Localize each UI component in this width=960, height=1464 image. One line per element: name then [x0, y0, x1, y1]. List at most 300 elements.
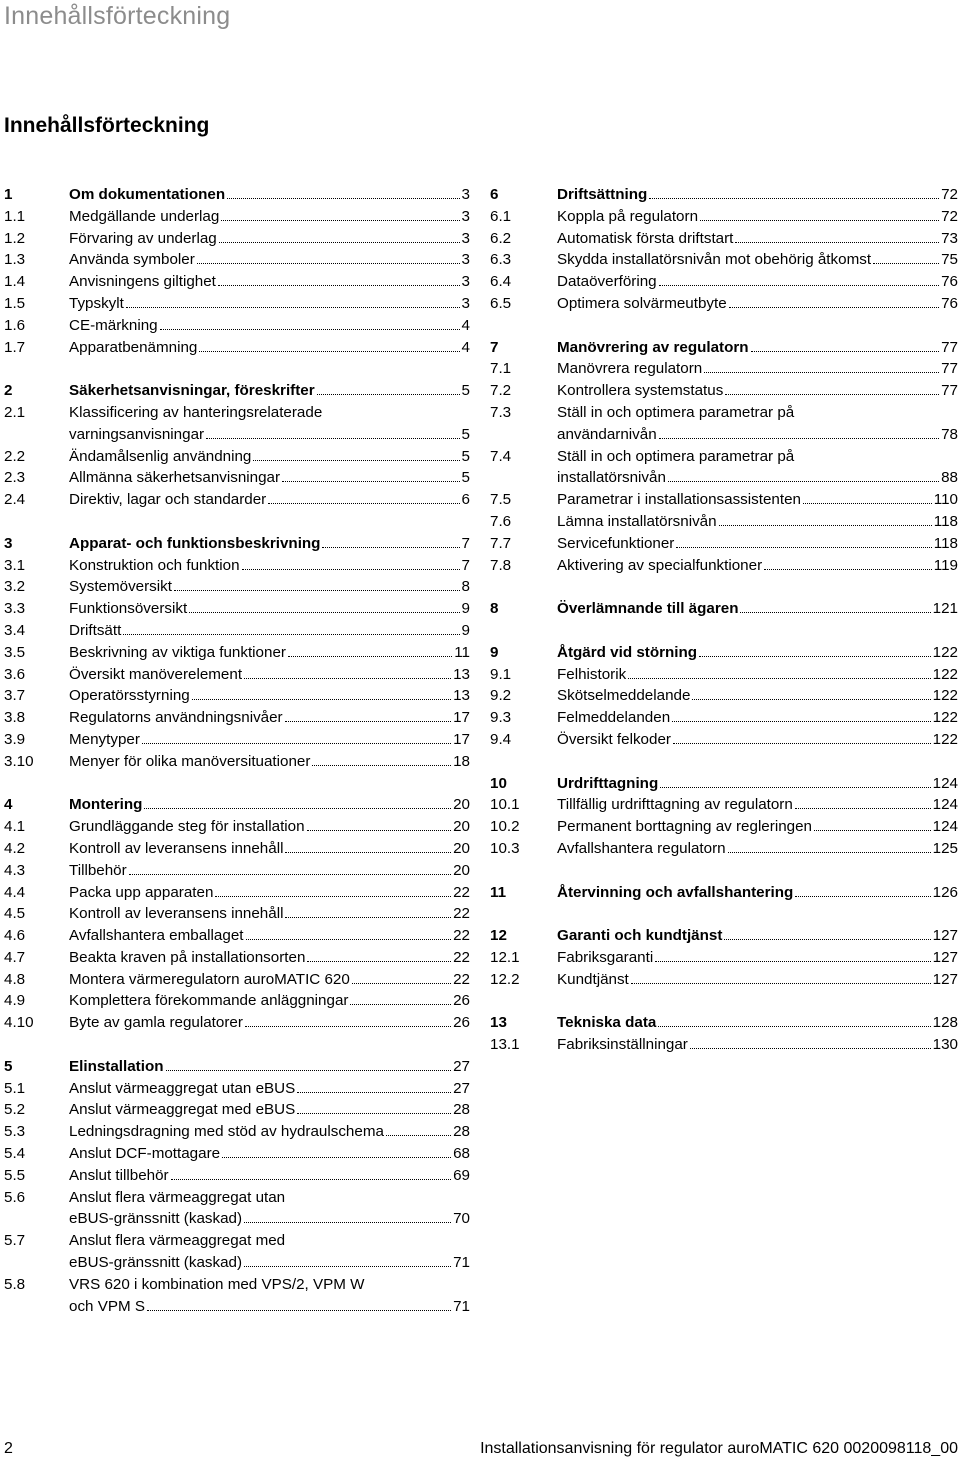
toc-chapter-entry[interactable]	[490, 598, 958, 620]
toc-entry-title: Felmeddelanden	[557, 709, 671, 727]
toc-entry[interactable]	[4, 620, 470, 642]
toc-entry[interactable]	[490, 533, 958, 555]
toc-entry-page: 18	[453, 752, 470, 770]
toc-entry-page: 128	[932, 1014, 958, 1032]
toc-entry-page: 7	[461, 534, 470, 552]
toc-entry-title: Anslut flera värmeaggregat med	[69, 1232, 286, 1250]
toc-entry-number: 6.5	[490, 294, 512, 312]
toc-entry-number: 9.4	[490, 730, 512, 748]
toc-entry-title: Menytyper	[69, 730, 140, 748]
dot-leader	[751, 350, 940, 352]
toc-entry[interactable]	[4, 228, 470, 250]
dot-leader	[197, 262, 460, 264]
dot-leader	[317, 393, 460, 395]
toc-entry-title: Åtgärd vid störning	[557, 643, 698, 661]
toc-entry-page: 119	[933, 556, 958, 574]
toc-entry[interactable]	[4, 489, 470, 511]
toc-entry-title: eBUS-gränssnitt (kaskad)	[69, 1254, 243, 1272]
toc-entry-page: 76	[941, 294, 958, 312]
toc-entry-title: Allmänna säkerhetsanvisningar	[69, 469, 281, 487]
toc-entry[interactable]	[4, 1143, 470, 1165]
toc-entry[interactable]	[4, 1230, 470, 1252]
toc-entry-number: 5.2	[4, 1101, 26, 1119]
toc-entry[interactable]	[4, 576, 470, 598]
toc-entry-title: Anslut tillbehör	[69, 1166, 169, 1184]
dot-leader	[297, 1091, 451, 1093]
toc-entry[interactable]	[4, 882, 470, 904]
toc-entry-number: 5.7	[4, 1232, 26, 1250]
toc-entry-number: 9	[490, 643, 499, 661]
dot-leader	[814, 829, 931, 831]
toc-entry-number: 4.9	[4, 992, 26, 1010]
toc-entry-title: Regulatorns användningsnivåer	[69, 709, 283, 727]
toc-entry[interactable]	[490, 838, 958, 860]
toc-entry-page: 125	[932, 839, 958, 857]
toc-entry-number: 2.4	[4, 491, 26, 509]
toc-entry[interactable]	[490, 249, 958, 271]
toc-chapter-entry[interactable]	[490, 337, 958, 359]
toc-column-right	[490, 184, 958, 1056]
toc-entry[interactable]	[490, 664, 958, 686]
toc-entry-title: Driftsätt	[69, 621, 122, 639]
dot-leader	[724, 938, 930, 940]
toc-entry-page: 71	[453, 1254, 470, 1272]
toc-entry-title: Optimera solvärmeutbyte	[557, 294, 727, 312]
dot-leader	[218, 284, 460, 286]
dot-leader	[729, 306, 939, 308]
toc-entry-number: 9.2	[490, 687, 512, 705]
toc-entry-title: installatörsnivån	[557, 469, 666, 487]
toc-entry[interactable]	[4, 598, 470, 620]
toc-entry-number: 5.1	[4, 1079, 26, 1097]
toc-column-left	[4, 184, 470, 1317]
toc-entry[interactable]	[490, 446, 958, 468]
toc-entry-page: 88	[941, 469, 958, 487]
toc-entry-number: 4.6	[4, 927, 26, 945]
toc-entry-title: Fabriksinställningar	[557, 1036, 688, 1054]
toc-entry[interactable]	[490, 729, 958, 751]
toc-entry-number: 8	[490, 600, 499, 618]
toc-entry-title: Skydda installatörsnivån mot obehörig åtkomst	[557, 251, 872, 269]
toc-chapter-entry[interactable]	[490, 882, 958, 904]
dot-leader	[147, 1309, 451, 1311]
toc-entry[interactable]	[4, 838, 470, 860]
toc-entry-page: 122	[932, 643, 958, 661]
dot-leader	[244, 1265, 451, 1267]
dot-leader	[735, 241, 939, 243]
toc-entry-number: 7.6	[490, 512, 512, 530]
toc-chapter-entry[interactable]	[490, 925, 958, 947]
toc-entry-number: 7.1	[490, 360, 512, 378]
toc-entry-title: Packa upp apparaten	[69, 883, 214, 901]
toc-entry[interactable]	[4, 315, 470, 337]
dot-leader	[350, 1003, 451, 1005]
toc-entry[interactable]	[4, 1296, 470, 1318]
toc-entry-page: 77	[941, 338, 958, 356]
toc-entry-title: Anslut värmeaggregat med eBUS	[69, 1101, 296, 1119]
dot-leader	[297, 1112, 451, 1114]
toc-entry-number: 3.6	[4, 665, 26, 683]
toc-entry-page: 110	[933, 491, 958, 509]
dot-leader	[699, 655, 931, 657]
toc-entry[interactable]	[4, 402, 470, 424]
toc-chapter-entry[interactable]	[4, 533, 470, 555]
dot-leader	[166, 1069, 452, 1071]
toc-entry[interactable]	[4, 990, 470, 1012]
dot-leader	[628, 677, 930, 679]
dot-leader	[253, 459, 459, 461]
dot-leader	[719, 524, 932, 526]
toc-entry-page: 78	[941, 425, 958, 443]
toc-entry-title: varningsanvisningar	[69, 425, 205, 443]
toc-entry-page: 73	[941, 229, 958, 247]
toc-entry-page: 75	[941, 251, 958, 269]
dot-leader	[795, 895, 930, 897]
toc-entry[interactable]	[4, 1078, 470, 1100]
dot-leader	[285, 720, 451, 722]
dot-leader	[221, 219, 459, 221]
toc-entry-page: 122	[932, 730, 958, 748]
toc-entry-number: 6.2	[490, 229, 512, 247]
toc-entry-title: Urdrifttagning	[557, 774, 659, 792]
toc-entry-title: Manövrering av regulatorn	[557, 338, 749, 356]
toc-entry-page: 122	[932, 665, 958, 683]
dot-leader	[659, 437, 939, 439]
toc-entry-number: 1	[4, 186, 13, 203]
dot-leader	[307, 829, 452, 831]
dot-leader	[129, 873, 451, 875]
toc-entry-page: 28	[453, 1101, 470, 1119]
toc-entry[interactable]	[4, 707, 470, 729]
toc-entry-number: 9.1	[490, 665, 512, 683]
toc-entry[interactable]	[4, 446, 470, 468]
toc-entry[interactable]	[4, 816, 470, 838]
toc-entry-page: 3	[461, 229, 470, 247]
toc-entry-page: 27	[453, 1057, 470, 1075]
toc-entry[interactable]	[4, 664, 470, 686]
toc-entry[interactable]	[4, 947, 470, 969]
toc-entry-title: Komplettera förekommande anläggningar	[69, 992, 349, 1010]
toc-entry-number: 7.4	[490, 447, 512, 465]
toc-chapter-entry[interactable]	[4, 184, 470, 206]
toc-entry-title: Byte av gamla regulatorer	[69, 1014, 243, 1032]
toc-entry-title: Översikt manöverelement	[69, 665, 243, 683]
dot-leader	[322, 546, 459, 548]
toc-entry[interactable]	[490, 293, 958, 315]
toc-entry-title: Medgällande underlag	[69, 207, 220, 225]
toc-entry-title: Dataöverföring	[557, 273, 657, 291]
toc-entry-page: 9	[461, 600, 470, 618]
toc-entry[interactable]	[4, 1099, 470, 1121]
toc-entry-number: 4.4	[4, 883, 26, 901]
toc-entry-number: 6.1	[490, 207, 512, 225]
toc-entry[interactable]	[490, 424, 958, 446]
dot-leader	[725, 393, 939, 395]
toc-entry[interactable]	[4, 271, 470, 293]
toc-entry-title: CE-märkning	[69, 316, 158, 334]
dot-leader	[672, 720, 931, 722]
toc-entry-title: Om dokumentationen	[69, 186, 226, 203]
toc-entry[interactable]	[4, 685, 470, 707]
toc-entry-number: 9.3	[490, 709, 512, 727]
toc-entry[interactable]	[490, 206, 958, 228]
toc-chapter-entry[interactable]	[490, 1012, 958, 1034]
toc-entry-number: 10.2	[490, 818, 520, 836]
toc-entry-page: 26	[453, 992, 470, 1010]
dot-leader	[631, 982, 931, 984]
toc-entry-title: Operatörsstyrning	[69, 687, 190, 705]
dot-leader	[246, 938, 452, 940]
toc-entry-number: 3.2	[4, 578, 26, 596]
dot-leader	[189, 611, 459, 613]
toc-entry-number: 2.2	[4, 447, 26, 465]
dot-leader	[227, 197, 459, 199]
toc-entry-page: 5	[461, 447, 470, 465]
toc-entry-page: 130	[932, 1036, 958, 1054]
toc-entry[interactable]	[4, 751, 470, 773]
toc-entry[interactable]	[490, 511, 958, 533]
dot-leader	[692, 698, 930, 700]
toc-entry-page: 8	[461, 578, 470, 596]
toc-entry-page: 76	[941, 273, 958, 291]
toc-entry-number: 1.6	[4, 316, 26, 334]
toc-entry-number: 2.1	[4, 403, 26, 421]
toc-entry-title: eBUS-gränssnitt (kaskad)	[69, 1210, 243, 1228]
toc-entry-number: 4.8	[4, 970, 26, 988]
toc-entry-number: 3.3	[4, 600, 26, 618]
toc-chapter-entry[interactable]	[4, 1056, 470, 1078]
toc-entry-number: 1.1	[4, 207, 26, 225]
toc-entry-page: 70	[453, 1210, 470, 1228]
dot-leader	[192, 698, 451, 700]
dot-leader	[660, 786, 930, 788]
toc-entry-number: 3.8	[4, 709, 26, 727]
toc-entry-page: 6	[461, 491, 470, 509]
dot-leader	[199, 350, 459, 352]
toc-entry-page: 5	[461, 469, 470, 487]
toc-entry-title: Skötselmeddelande	[557, 687, 691, 705]
toc-entry-title: Menyer för olika manöversituationer	[69, 752, 311, 770]
toc-entry[interactable]	[4, 1165, 470, 1187]
toc-entry[interactable]	[4, 1208, 470, 1230]
toc-entry-title: Ställ in och optimera parametrar på	[557, 447, 795, 465]
toc-entry-number: 3.5	[4, 643, 26, 661]
toc-entry-page: 3	[461, 251, 470, 269]
toc-entry[interactable]	[4, 337, 470, 359]
toc-entry-title: Elinstallation	[69, 1057, 164, 1075]
toc-entry-page: 22	[453, 970, 470, 988]
toc-entry-number: 4.5	[4, 905, 26, 923]
toc-entry[interactable]	[4, 249, 470, 271]
dot-leader	[386, 1134, 451, 1136]
toc-entry[interactable]	[490, 969, 958, 991]
toc-chapter-entry[interactable]	[4, 794, 470, 816]
dot-leader	[171, 1178, 451, 1180]
toc-entry[interactable]	[4, 424, 470, 446]
dot-leader	[728, 851, 931, 853]
toc-entry[interactable]	[4, 1012, 470, 1034]
toc-entry[interactable]	[4, 969, 470, 991]
toc-chapter-entry[interactable]	[490, 184, 958, 206]
toc-entry-number: 3.1	[4, 556, 26, 574]
toc-entry-page: 17	[453, 730, 470, 748]
toc-chapter-entry[interactable]	[490, 642, 958, 664]
toc-entry-title: Montera värmeregulatorn auroMATIC 620	[69, 970, 350, 988]
toc-entry-title: Avfallshantera regulatorn	[557, 839, 726, 857]
toc-entry[interactable]	[4, 1187, 470, 1209]
toc-entry[interactable]	[490, 380, 958, 402]
dot-leader	[764, 568, 932, 570]
dot-leader	[282, 480, 459, 482]
toc-entry-title: Tillfällig urdrifttagning av regulatorn	[557, 796, 793, 814]
toc-entry-title: Säkerhetsanvisningar, föreskrifter	[69, 382, 315, 400]
toc-entry-number: 6	[490, 186, 499, 203]
toc-entry-page: 122	[932, 709, 958, 727]
toc-entry[interactable]	[490, 685, 958, 707]
toc-entry[interactable]	[4, 1274, 470, 1296]
toc-entry-title: Anslut värmeaggregat utan eBUS	[69, 1079, 296, 1097]
toc-entry-page: 127	[932, 927, 958, 945]
toc-entry[interactable]	[490, 467, 958, 489]
toc-entry-page: 3	[461, 294, 470, 312]
dot-leader	[668, 480, 939, 482]
toc-entry-number: 1.2	[4, 229, 26, 247]
toc-entry[interactable]	[4, 1252, 470, 1274]
toc-entry-page: 122	[932, 687, 958, 705]
toc-entry-title: Lämna installatörsnivån	[557, 512, 717, 530]
toc-entry-page: 22	[453, 927, 470, 945]
toc-entry-number: 5.4	[4, 1145, 26, 1163]
toc-entry[interactable]	[490, 402, 958, 424]
dot-leader	[215, 895, 451, 897]
toc-entry-title: Konstruktion och funktion	[69, 556, 240, 574]
toc-entry[interactable]	[490, 489, 958, 511]
toc-entry-page: 22	[453, 905, 470, 923]
toc-entry-title: Överlämnande till ägaren	[557, 600, 739, 618]
toc-entry-page: 5	[461, 425, 470, 443]
toc-entry-title: Servicefunktioner	[557, 534, 675, 552]
toc-entry[interactable]	[4, 925, 470, 947]
toc-entry-title: Garanti och kundtjänst	[557, 927, 723, 945]
toc-entry-page: 126	[932, 883, 958, 901]
toc-entry-number: 12.1	[490, 948, 520, 966]
toc-entry-title: Tekniska data	[557, 1014, 657, 1032]
toc-entry-page: 77	[941, 360, 958, 378]
toc-entry-page: 28	[453, 1123, 470, 1141]
toc-entry[interactable]	[4, 555, 470, 577]
toc-entry-page: 22	[453, 883, 470, 901]
toc-entry-number: 2	[4, 382, 13, 400]
toc-entry-page: 124	[932, 818, 958, 836]
toc-entry[interactable]	[490, 947, 958, 969]
toc-title: Innehållsförteckning	[4, 114, 210, 137]
toc-entry[interactable]	[490, 271, 958, 293]
dot-leader	[222, 1156, 451, 1158]
toc-entry-title: Direktiv, lagar och standarder	[69, 491, 267, 509]
dot-leader	[659, 284, 939, 286]
toc-entry-number: 5.5	[4, 1166, 26, 1184]
dot-leader	[352, 982, 451, 984]
toc-entry-title: Permanent borttagning av regleringen	[557, 818, 812, 836]
toc-entry-number: 11	[490, 883, 507, 901]
toc-entry-page: 5	[461, 382, 470, 400]
toc-entry[interactable]	[4, 642, 470, 664]
dot-leader	[312, 764, 451, 766]
toc-entry-title: Tillbehör	[69, 861, 127, 879]
toc-entry-title: Parametrar i installationsassistenten	[557, 491, 801, 509]
toc-entry-title: Automatisk första driftstart	[557, 229, 734, 247]
toc-entry-title: Ledningsdragning med stöd av hydraulschema	[69, 1123, 384, 1141]
toc-entry-title: Kontroll av leveransens innehåll	[69, 905, 284, 923]
toc-entry[interactable]	[4, 206, 470, 228]
toc-entry[interactable]	[4, 467, 470, 489]
toc-entry-page: 3	[461, 273, 470, 291]
toc-entry-title: Anslut flera värmeaggregat utan	[69, 1188, 286, 1206]
toc-entry[interactable]	[4, 729, 470, 751]
toc-entry-page: 20	[453, 818, 470, 836]
toc-entry[interactable]	[490, 794, 958, 816]
dot-leader	[219, 241, 460, 243]
toc-entry-page: 20	[453, 861, 470, 879]
toc-entry-title: Kontrollera systemstatus	[557, 382, 724, 400]
toc-entry-title: Aktivering av specialfunktioner	[557, 556, 763, 574]
dot-leader	[673, 742, 931, 744]
dot-leader	[795, 807, 931, 809]
toc-entry-title: Kontroll av leveransens innehåll	[69, 839, 284, 857]
toc-entry-title: Grundläggande steg för installation	[69, 818, 305, 836]
toc-entry-title: Montering	[69, 796, 143, 814]
toc-entry-number: 6.3	[490, 251, 512, 269]
toc-entry[interactable]	[490, 358, 958, 380]
dot-leader	[803, 502, 932, 504]
toc-chapter-entry[interactable]	[490, 773, 958, 795]
toc-entry-number: 4.10	[4, 1014, 34, 1032]
toc-entry[interactable]	[4, 1121, 470, 1143]
toc-entry-number: 4.1	[4, 818, 26, 836]
toc-entry-title: användarnivån	[557, 425, 657, 443]
dot-leader	[740, 611, 930, 613]
toc-entry-page: 69	[453, 1166, 470, 1184]
toc-entry-page: 11	[454, 643, 470, 661]
dot-leader	[676, 546, 931, 548]
toc-entry[interactable]	[490, 228, 958, 250]
toc-entry-page: 17	[453, 709, 470, 727]
toc-entry-title: Systemöversikt	[69, 578, 172, 596]
toc-entry[interactable]	[490, 707, 958, 729]
toc-entry[interactable]	[4, 860, 470, 882]
dot-leader	[655, 960, 930, 962]
toc-entry-page: 13	[453, 665, 470, 683]
toc-entry[interactable]	[4, 903, 470, 925]
toc-entry-title: Koppla på regulatorn	[557, 207, 699, 225]
toc-entry-title: Använda symboler	[69, 251, 195, 269]
dot-leader	[123, 633, 459, 635]
toc-entry-page: 20	[453, 839, 470, 857]
toc-chapter-entry[interactable]	[4, 380, 470, 402]
toc-entry-number: 3.10	[4, 752, 34, 770]
toc-entry[interactable]	[490, 816, 958, 838]
toc-entry-page: 124	[932, 774, 958, 792]
toc-entry-title: Manövrera regulatorn	[557, 360, 703, 378]
dot-leader	[704, 371, 939, 373]
toc-entry-number: 1.7	[4, 338, 26, 356]
toc-entry-title: Beskrivning av viktiga funktioner	[69, 643, 286, 661]
toc-entry-page: 127	[932, 948, 958, 966]
toc-entry[interactable]	[490, 555, 958, 577]
toc-entry[interactable]	[4, 293, 470, 315]
toc-entry[interactable]	[490, 1034, 958, 1056]
toc-entry-number: 4	[4, 796, 13, 814]
